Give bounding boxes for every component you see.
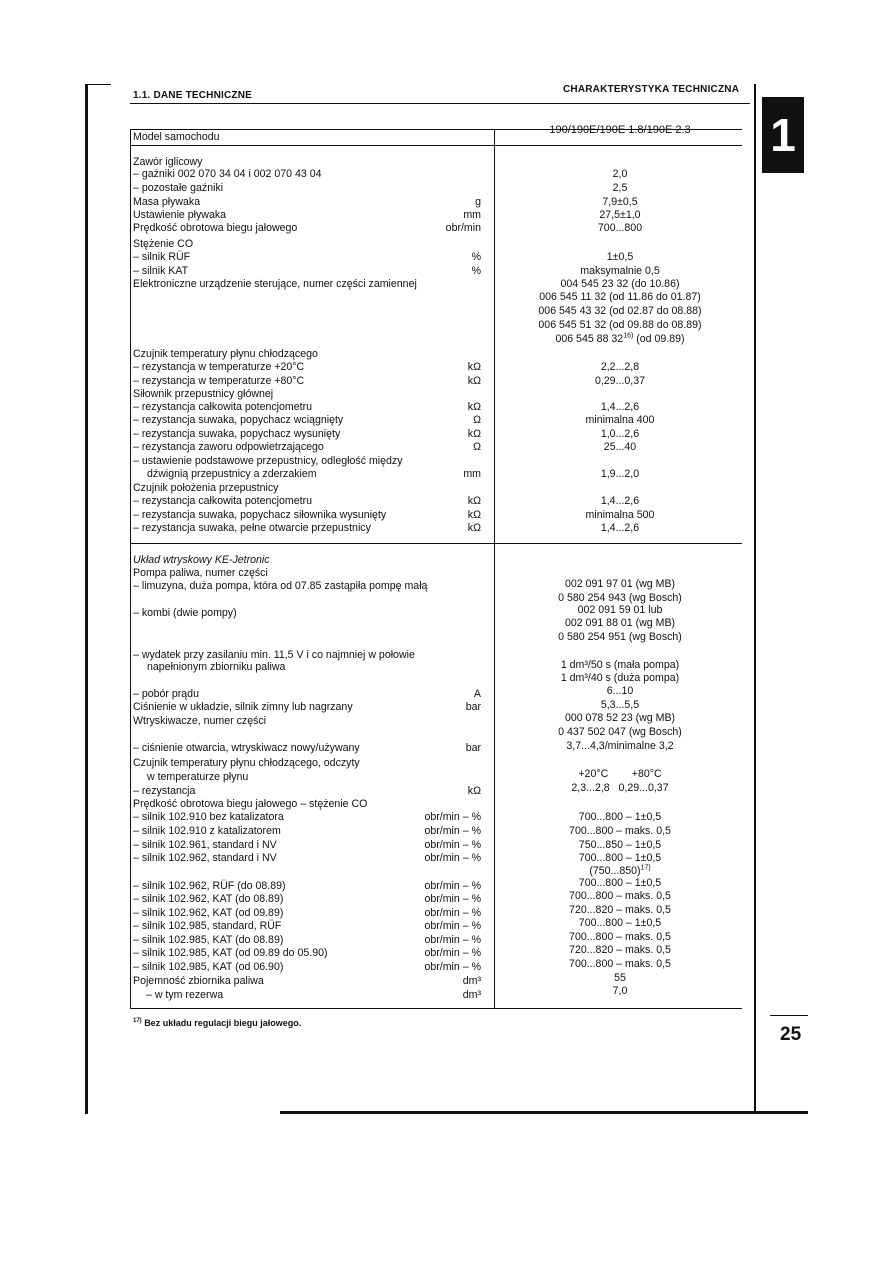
- table-row: Ciśnienie w układzie, silnik zimny lub nagrzany bar 5,3...5,5: [133, 699, 640, 713]
- table-row: dźwignią przepustnicy a zderzakiem mm 1,9...2,0: [147, 468, 640, 480]
- table-row: – silnik KAT % maksymalnie 0,5: [133, 265, 660, 277]
- table-row: 002 091 88 01 (wg MB): [564, 617, 676, 629]
- table-row: w temperaturze płynu +20°C +80°C: [147, 768, 662, 783]
- table-row: Siłownik przepustnicy głównej: [133, 388, 274, 400]
- table-row: – ustawienie podstawowe przepustnicy, odległość między: [133, 455, 403, 467]
- model-label: Model samochodu: [133, 131, 220, 143]
- table-row: 006 545 88 32$^{16)}$ (od 09.89): [555, 332, 685, 345]
- table-row: 0 580 254 943 (wg Bosch): [558, 592, 682, 604]
- table-row: – rezystancja suwaka, popychacz siłownika wysunięty kΩ minimalna 500: [133, 509, 655, 521]
- table-row: 0 580 254 951 (wg Bosch): [558, 631, 682, 643]
- table-row: – silnik 102.962, RÜF (do 08.89) obr/min – % 700...800 – 1±0,5: [133, 877, 662, 892]
- table-row: Pompa paliwa, numer części: [133, 567, 268, 579]
- bottom-rule: [280, 1111, 808, 1114]
- table-row: – silnik 102.962, KAT (od 09.89) obr/min – % 720...820 – maks. 0,5: [133, 904, 671, 919]
- chapter-heading: CHARAKTERYSTYKA TECHNICZNA: [563, 84, 740, 95]
- page-num-rule: [770, 1015, 808, 1016]
- table-row: – pobór prądu A 6...10: [133, 685, 634, 700]
- table-row: Układ wtryskowy KE-Jetronic: [133, 554, 270, 566]
- table-row: – silnik 102.985, KAT (od 09.89 do 05.90) obr/min – % 720...820 – maks. 0,5: [133, 944, 671, 959]
- table-row: Stężenie CO: [133, 238, 194, 250]
- table-row: – rezystancja suwaka, popychacz wysunięty kΩ 1,0...2,6: [133, 428, 640, 440]
- table-row: – limuzyna, duża pompa, która od 07.85 zastąpiła pompę małą 002 091 97 01 (wg MB): [133, 578, 676, 592]
- table-row: – pozostałe gaźniki 2,5: [133, 182, 628, 194]
- model-value: 190/190E/190E 1.8/190E 2.3: [549, 124, 691, 136]
- table-row: 1 dm³/40 s (duża pompa): [560, 672, 680, 684]
- table-row: 0 437 502 047 (wg Bosch): [558, 726, 682, 738]
- section-heading: 1.1. DANE TECHNICZNE: [133, 90, 253, 101]
- table-row: Wtryskiwacze, numer części 000 078 52 23 (wg MB): [133, 712, 676, 727]
- table-row: Zawór iglicowy: [133, 156, 203, 168]
- table-row: – rezystancja całkowita potencjometru kΩ 1,4...2,6: [133, 401, 640, 413]
- footnote: $^{17)}$ Bez układu regulacji biegu jałowego.: [133, 1018, 302, 1028]
- table-row: – kombi (dwie pompy) 002 091 59 01 lub: [133, 604, 663, 619]
- table-row: – ciśnienie otwarcia, wtryskiwacz nowy/używany bar 3,7...4,3/minimalne 3,2: [133, 740, 674, 754]
- table-row: 006 545 11 32 (od 11.86 do 01.87): [539, 291, 701, 303]
- table-row: – silnik 102.961, standard i NV obr/min – % 750...850 – 1±0,5: [133, 839, 662, 851]
- table-row: – silnik 102.910 bez katalizatora obr/min – % 700...800 – 1±0,5: [133, 811, 662, 823]
- table-row: – silnik 102.962, KAT (do 08.89) obr/min – % 700...800 – maks. 0,5: [133, 890, 671, 905]
- table-row: napełnionym zbiorniku paliwa 1 dm³/50 s (mała pompa): [147, 659, 680, 673]
- table-bottom-line: [130, 1008, 742, 1009]
- chapter-tab: 1: [762, 97, 804, 173]
- table-row: Ustawienie pływaka mm 27,5±1,0: [133, 209, 641, 221]
- table-row: – silnik 102.985, KAT (do 08.89) obr/min – % 700...800 – maks. 0,5: [133, 931, 671, 946]
- table-header-bottom-line: [130, 145, 742, 146]
- table-row: Czujnik temperatury płynu chłodzącego, odczyty: [133, 757, 360, 769]
- table-row: – silnik RÜF % 1±0,5: [133, 251, 634, 263]
- table-row: – rezystancja całkowita potencjometru kΩ 1,4...2,6: [133, 495, 640, 507]
- table-row: – rezystancja suwaka, popychacz wciągnięty Ω minimalna 400: [133, 414, 655, 426]
- table-row: Prędkość obrotowa biegu jałowego – stężenie CO: [133, 798, 368, 810]
- table-row: 006 545 43 32 (od 02.87 do 08.88): [538, 305, 702, 317]
- table-row: – wydatek przy zasilaniu min. 11,5 V i co najmniej w połowie: [133, 649, 415, 661]
- table-row: Czujnik temperatury płynu chłodzącego: [133, 348, 318, 360]
- table-row: – silnik 102.985, standard, RÜF obr/min – % 700...800 – 1±0,5: [133, 917, 662, 932]
- header-divider: [130, 103, 750, 104]
- table-row: – rezystancja kΩ 2,3...2,8 0,29...0,37: [133, 782, 669, 797]
- table-row: – silnik 102.962, standard i NV obr/min – % 700...800 – 1±0,5: [133, 852, 662, 864]
- table-row: – silnik 102.985, KAT (od 06.90) obr/min – % 700...800 – maks. 0,5: [133, 958, 671, 973]
- table-row: – rezystancja zaworu odpowietrzającego Ω 25...40: [133, 441, 637, 453]
- table-row: Pojemność zbiornika paliwa dm³ 55: [133, 972, 626, 987]
- table-row: – rezystancja w temperaturze +80°C kΩ 0,29...0,37: [133, 375, 646, 387]
- page-number: 25: [780, 1024, 802, 1045]
- table-row: – w tym rezerwa dm³ 7,0: [146, 985, 628, 1001]
- table-row: Masa pływaka g 7,9±0,5: [133, 196, 638, 208]
- table-row: – silnik 102.910 z katalizatorem obr/min – % 700...800 – maks. 0,5: [133, 825, 671, 837]
- section-divider: [130, 543, 742, 544]
- table-row: – gaźniki 002 070 34 04 i 002 070 43 04 2,0: [133, 168, 628, 180]
- top-left-tick: [86, 84, 111, 85]
- table-row: 006 545 51 32 (od 09.88 do 08.89): [538, 319, 702, 331]
- table-row: Czujnik położenia przepustnicy: [133, 482, 279, 494]
- table-row: – rezystancja w temperaturze +20°C kΩ 2,2...2,8: [133, 361, 640, 373]
- table-row: – rezystancja suwaka, pełne otwarcie przepustnicy kΩ 1,4...2,6: [133, 522, 640, 534]
- table-row: Prędkość obrotowa biegu jałowego obr/min 700...800: [133, 222, 643, 234]
- table-row: Elektroniczne urządzenie sterujące, numer części zamiennej 004 545 23 32 (do 10.86): [133, 278, 680, 290]
- table-row: $(750...850)^{17)}$: [589, 864, 651, 877]
